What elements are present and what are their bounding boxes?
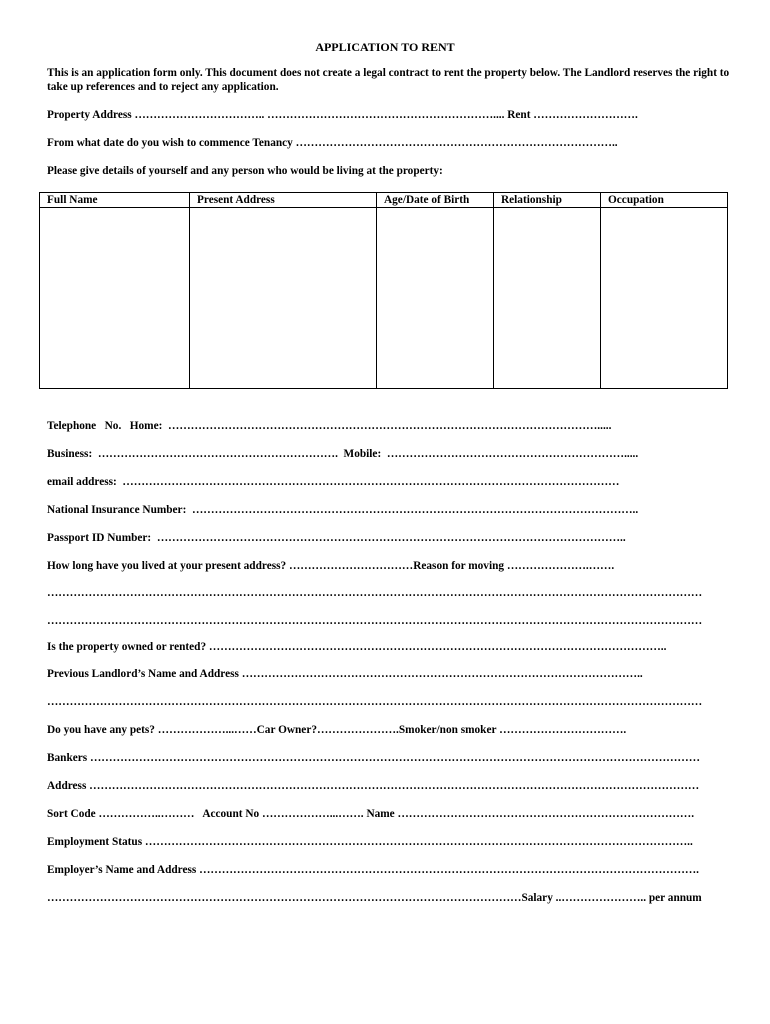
passport-id-line[interactable]: Passport ID Number: …………………………………………………………………………………………………………….. (47, 532, 626, 544)
column-header-age-dob: Age/Date of Birth (377, 193, 494, 208)
column-header-relationship: Relationship (494, 193, 601, 208)
employer-line[interactable]: Employer’s Name and Address ……………………………………………………………………………………………………………………. (47, 864, 699, 876)
owned-rented-line[interactable]: Is the property owned or rented? ………………………………………………………………………………………………………….. (47, 641, 667, 653)
commence-date-line[interactable]: From what date do you wish to commence Tenancy ………………………………………………………………………….. (47, 137, 618, 149)
table-header-row (40, 193, 728, 208)
salary-line[interactable]: ………………………………………………………………………………………………………………Salary ..………………….. per annum (47, 892, 702, 904)
pets-car-smoker-line[interactable]: Do you have any pets? ………………...……Car Owner?………………….Smoker/non smoker ……………………………. (47, 724, 627, 736)
intro-text: This is an application form only. This document does not create a legal contract to rent the property below. The Landlord reserves the right to take up references and to reject any application. (47, 67, 730, 93)
relationship-cell[interactable] (494, 208, 601, 389)
column-header-full-name: Full Name (40, 193, 190, 208)
business-mobile-line[interactable]: Business: ………………………………………………………. Mobile: ………………………………………………………..... (47, 448, 639, 460)
occupation-cell[interactable] (601, 208, 728, 389)
details-instruction: Please give details of yourself and any person who would be living at the property: (47, 165, 443, 177)
present-address-cell[interactable] (190, 208, 377, 389)
email-line[interactable]: email address: …………………………………………………………………………………………………………………… (47, 476, 620, 488)
sort-code-account-line[interactable]: Sort Code ……………..……… Account No ………………...……. Name ……………………………………………………………………. (47, 808, 695, 820)
full-name-cell[interactable] (40, 208, 190, 389)
blank-line-2[interactable]: ………………………………………………………………………………………………………………………………………………………… (47, 615, 703, 627)
bank-address-line[interactable]: Address ……………………………………………………………………………………………………………………………………………… (47, 780, 700, 792)
present-address-duration-line[interactable]: How long have you lived at your present address? ……………………………Reason for moving ………………….……. (47, 560, 615, 572)
property-address-line[interactable]: Property Address …………………………….. …………………………………………………….... Rent ………………………. (47, 109, 638, 121)
column-header-present-address: Present Address (190, 193, 377, 208)
column-header-occupation: Occupation (601, 193, 728, 208)
telephone-home-line[interactable]: Telephone No. Home: ……………………………………………………………………………………………………..... (47, 420, 612, 432)
previous-landlord-line[interactable]: Previous Landlord’s Name and Address …………………………………………………………………………………………….. (47, 668, 643, 680)
age-dob-cell[interactable] (377, 208, 494, 389)
form-title: APPLICATION TO RENT (315, 40, 455, 54)
employment-status-line[interactable]: Employment Status ……………………………………………………………………………………………………………………………….. (47, 836, 693, 848)
blank-line-1[interactable]: ………………………………………………………………………………………………………………………………………………………… (47, 587, 703, 599)
blank-line-3[interactable]: ………………………………………………………………………………………………………………………………………………………… (47, 696, 703, 708)
national-insurance-line[interactable]: National Insurance Number: ……………………………………………………………………………………………………….. (47, 504, 639, 516)
bankers-line[interactable]: Bankers ……………………………………………………………………………………………………………………………………………… (47, 752, 701, 764)
table-row (40, 208, 728, 389)
occupants-table (39, 192, 728, 389)
